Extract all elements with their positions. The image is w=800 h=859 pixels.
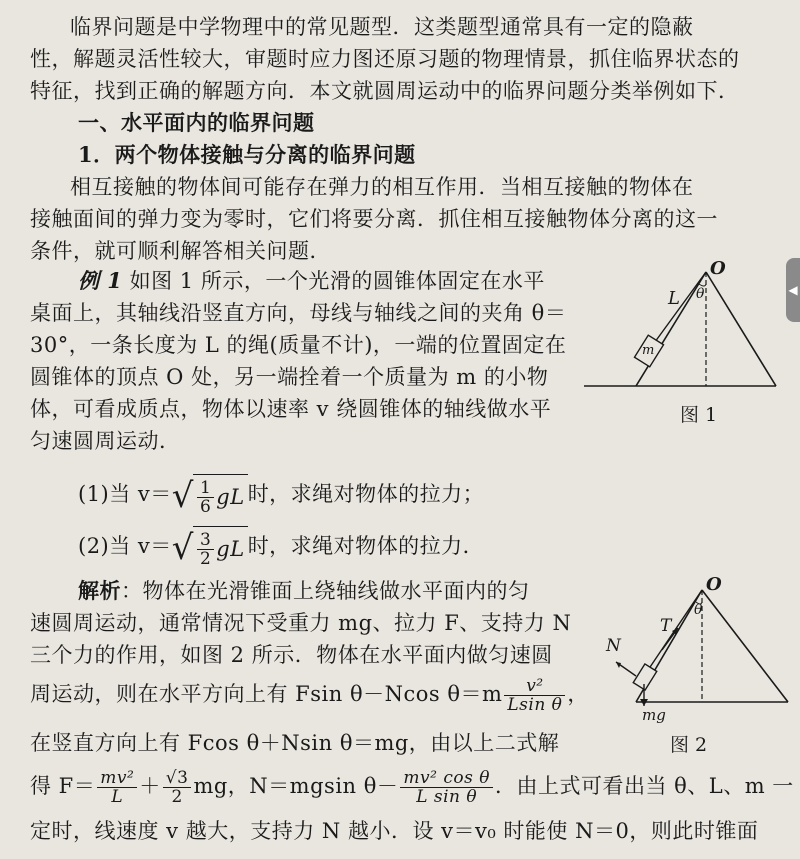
figure-1-label-theta: θ — [696, 286, 705, 302]
l6-f3-den: L sin θ — [416, 787, 478, 807]
l6-f1-den: L — [111, 787, 124, 807]
para-line-2: 接触面间的弹力变为零时，它们将要分离．抓住相互接触物体分离的这一 — [30, 207, 718, 231]
figure-2-label-theta: θ — [694, 602, 703, 618]
figure-1-drawing — [584, 262, 784, 422]
solution-text-1: ：物体在光滑锥面上绕轴线做水平面内的匀 — [121, 579, 530, 603]
question-2 — [78, 526, 484, 569]
example-line-6: 匀速圆周运动． — [30, 429, 181, 453]
intro-line-3: 特征，找到正确的解题方向．本文就圆周运动中的临界问题分类举例如下． — [30, 79, 740, 103]
q2-frac-den: 2 — [199, 548, 212, 569]
q1-frac-den: 6 — [199, 496, 212, 517]
example-text-1: 如图 1 所示，一个光滑的圆锥体固定在水平 — [129, 269, 545, 293]
solution-line-6 — [30, 764, 794, 808]
figure-1-label-o: O — [710, 258, 726, 279]
l6-f2-num: √3 — [163, 769, 192, 788]
solution-line-4 — [30, 672, 589, 716]
sqrt-1: √ $\frac{1}{6}$ gL — [172, 474, 248, 517]
intro-line-1: 临界问题是中学物理中的常见题型．这类题型通常具有一定的隐蔽 — [70, 15, 694, 39]
solution-label: 解析 — [78, 578, 121, 603]
question-2-prefix: (2)当 v＝ — [78, 534, 172, 558]
question-1 — [78, 474, 484, 517]
para-line-3: 条件，就可顺利解答相关问题． — [30, 239, 331, 263]
l4-frac-den: Lsin θ — [507, 695, 563, 715]
figure-2-label-mg: mg — [642, 706, 666, 724]
example-line-1 — [78, 268, 545, 294]
q2-frac-num: 3 — [197, 531, 214, 550]
l6-f1-num: mv² — [97, 769, 137, 788]
figure-2 — [606, 574, 796, 756]
side-tab-handle[interactable] — [786, 258, 800, 322]
solution-line-7: 定时，线速度 v 越大，支持力 N 越小．设 v＝v₀ 时能使 N＝0，则此时锥面 — [30, 819, 759, 843]
sqrt-2: √ $\frac{3}{2}$ gL — [172, 526, 248, 569]
figure-2-label-t: T — [660, 616, 672, 636]
l6-f3-num: mv² cos θ — [400, 769, 493, 788]
para-line-1: 相互接触的物体间可能存在弹力的相互作用．当相互接触的物体在 — [70, 175, 694, 199]
chevron-left-icon: ◀ — [788, 283, 798, 297]
figure-1 — [584, 258, 784, 426]
figure-1-label-l: L — [668, 288, 680, 309]
example-label: 例 1 — [78, 268, 123, 293]
figure-2-label-n: N — [606, 636, 621, 656]
solution-line-3: 三个力的作用，如图 2 所示．物体在水平面内做匀速圆 — [30, 643, 553, 667]
q2-tail: gL — [216, 537, 245, 561]
question-1-suffix: 时，求绳对物体的拉力； — [247, 482, 485, 506]
example-line-5: 体，可看成质点，物体以速率 v 绕圆锥体的轴线做水平 — [30, 397, 552, 421]
l6-d: ．由上式可看出当 θ、L、m 一 — [494, 774, 794, 798]
intro-line-2: 性，解题灵活性较大，审题时应力图还原习题的物理情景，抓住临界状态的 — [30, 47, 740, 71]
example-line-3: 30°，一条长度为 L 的绳(质量不计)，一端的位置固定在 — [30, 333, 567, 357]
subsection-heading: 1．两个物体接触与分离的临界问题 — [78, 142, 416, 167]
q1-tail: gL — [216, 485, 245, 509]
question-2-suffix: 时，求绳对物体的拉力． — [247, 534, 485, 558]
l6-c: mg，N＝mgsin θ－ — [193, 774, 399, 798]
q1-frac-num: 1 — [197, 479, 214, 498]
solution-line-1 — [78, 578, 530, 604]
solution-l4-pre: 周运动，则在水平方向上有 Fsin θ－Ncos θ＝m — [30, 682, 503, 706]
l4-frac-num: v² — [504, 677, 565, 696]
solution-line-5: 在竖直方向上有 Fcos θ＋Nsin θ＝mg，由以上二式解 — [30, 731, 560, 755]
section-heading: 一、水平面内的临界问题 — [78, 110, 315, 135]
question-1-prefix: (1)当 v＝ — [78, 482, 172, 506]
example-line-4: 圆锥体的顶点 O 处，另一端拴着一个质量为 m 的小物 — [30, 365, 549, 389]
figure-1-caption: 图 1 — [680, 404, 718, 426]
l6-a: 得 F＝ — [30, 774, 96, 798]
l6-f2-den: 2 — [171, 787, 183, 807]
l6-b: ＋ — [139, 774, 161, 798]
figure-2-caption: 图 2 — [670, 734, 708, 756]
figure-1-label-m: m — [642, 343, 655, 358]
example-line-2: 桌面上，其轴线沿竖直方向，母线与轴线之间的夹角 θ＝ — [30, 301, 567, 325]
solution-line-2: 速圆周运动，通常情况下受重力 mg、拉力 F、支持力 N — [30, 611, 572, 635]
solution-l4-post: ， — [567, 682, 589, 706]
figure-2-label-o: O — [706, 574, 722, 595]
